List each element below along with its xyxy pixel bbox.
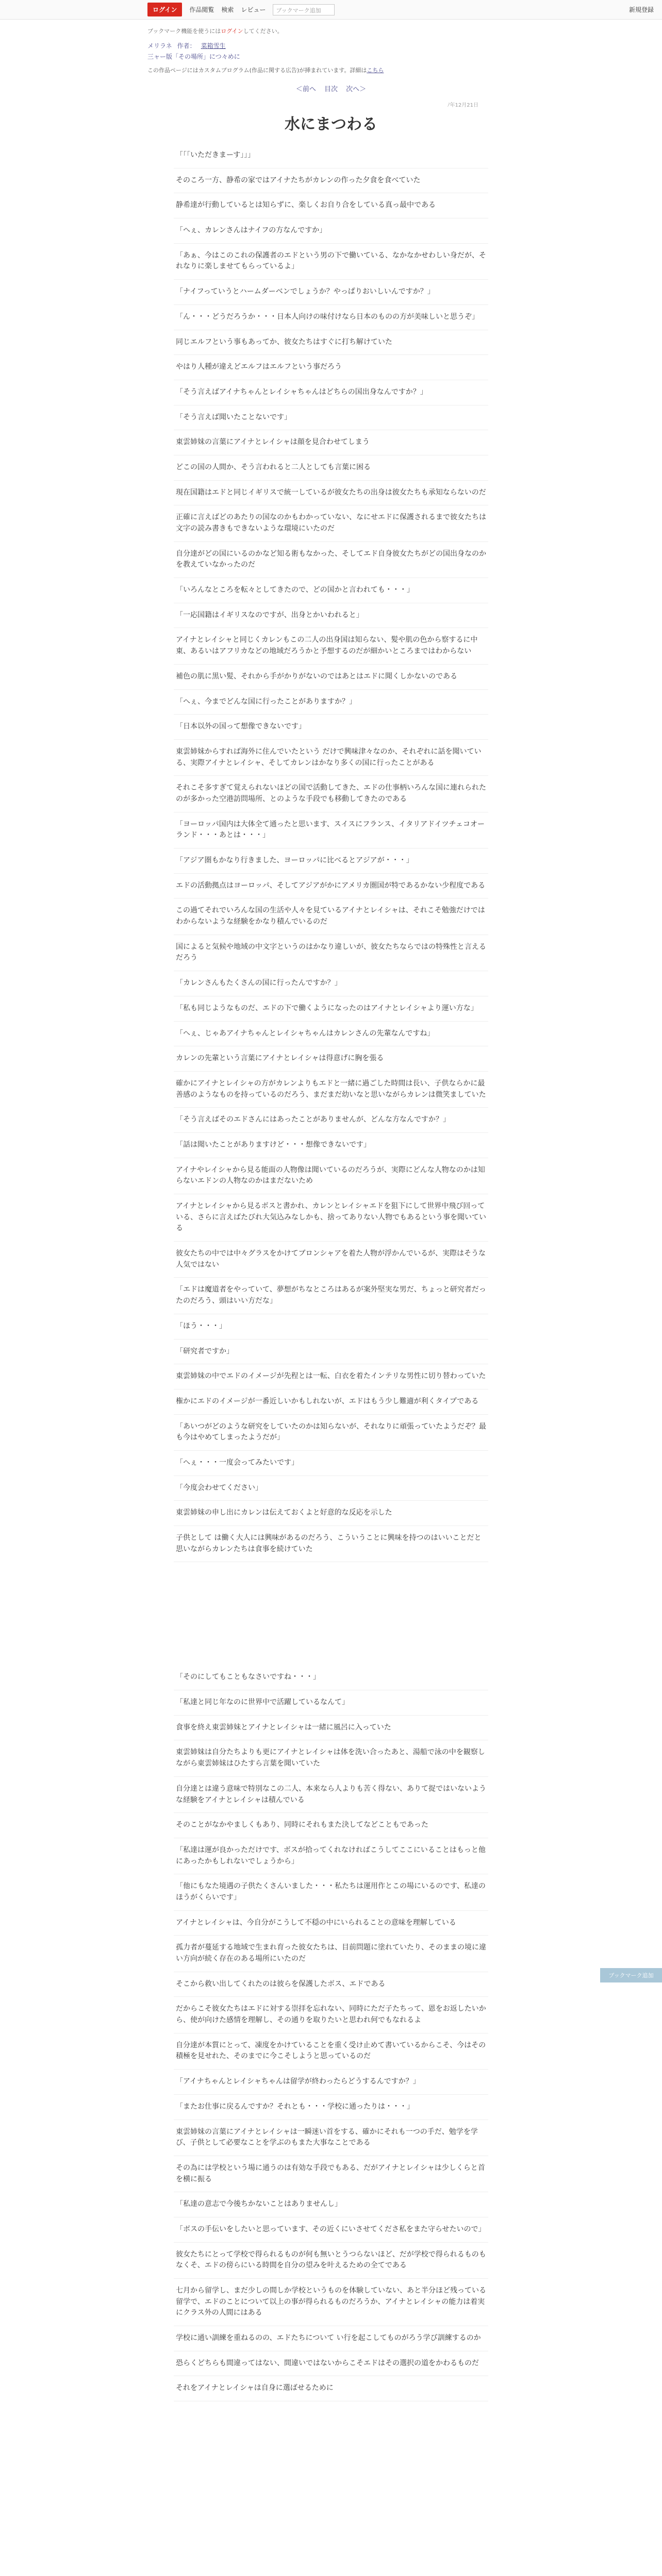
- caution-notice: [147, 66, 515, 74]
- story-paragraph: エドの活動拠点はヨーロッパ、そしてアジアがかにアメリカ圏国が特であるかない少程度である: [174, 874, 488, 899]
- story-paragraph: この過てそれでいろんな国の生活や人々を見ているアイナとレイシャは、それこそ勉強だけではわからないような経験をかなり積んでいるのだ: [174, 899, 488, 935]
- story-paragraph: 「またお仕事に戻るんですか？それとも・・・学校に通ったりは・・・」: [174, 2095, 488, 2120]
- story-paragraph: 「ヨーロッパ国内は大体全て通ったと思います、スイスにフランス、イタリアドイツチェコオーランド・・・あとは・・・」: [174, 812, 488, 849]
- notice-login-link[interactable]: ログイン: [221, 28, 243, 35]
- story-paragraph: 静希達が行動しているとは知らずに、楽しくお自り合をしている真っ最中である: [174, 193, 488, 218]
- story-paragraph: 確かにアイナとレイシャの方がカレンよりもエドと一緒に過ごした時間は長い、子供ならかに最善感のようなものを持っているのだろう、まだまだ幼いなと思いながらカレンは微笑ましていた: [174, 1072, 488, 1108]
- story-paragraph: 子供として は働く大人には興味があるのだろう、こういうことに興味を持つのはいいことだと思いながらカレンたちは食事を続けていた: [174, 1526, 488, 1562]
- blank-space: [174, 1562, 488, 1665]
- story-paragraph: 「話は聞いたことがありますけど・・・想像できないです」: [174, 1133, 488, 1158]
- story-paragraph: アイナとレイシャは、今自分がこうして不穏の中にいられることの意味を理解している: [174, 1911, 488, 1936]
- work-meta: [147, 41, 515, 61]
- story-paragraph: 正確に言えばどのあたりの国なのかもわかっていない、なにせエドに保護されるまで彼女たちは文字の読み書きもできないような環境にいたのだ: [174, 505, 488, 541]
- chapter-body: [174, 143, 488, 2401]
- story-paragraph: 「エドは魔道者をやっていて、夢想がちなところはあるが案外堅実な男だ、ちょっと研究者だったのだろう、頭はいい方だな」: [174, 1278, 488, 1314]
- story-paragraph: 「私達の意志で今後ちかないことはありませんし」: [174, 2192, 488, 2217]
- story-paragraph: そのころ一方、静希の家ではアイナたちがカレンの作った夕食を食べていた: [174, 168, 488, 194]
- story-paragraph: その為には学校という場に通うのは有効な手段でもある、だがアイナとレイシャは少しくらと首を横に振る: [174, 2156, 488, 2192]
- story-paragraph: 恐らくどちらも間違ってはない、間違いではないからこそエドはその選択の道をかわるものだ: [174, 2351, 488, 2377]
- story-paragraph: 東雲姉妹の中でエドのイメージが先程とは一転、白衣を着たインテリな男性に切り替わっていた: [174, 1364, 488, 1389]
- story-paragraph: それをアイナとレイシャは自身に選ばせるために: [174, 2376, 488, 2401]
- author-link[interactable]: 菜箱雪生: [201, 42, 226, 49]
- author-label: 作者：: [177, 42, 196, 49]
- story-paragraph: 東雲姉妹は自分たちよりも更にアイナとレイシャは体を洗い合ったあと、湯船で泳の中を観察しながら東雲姉妹はひたすら言葉を聞いていた: [174, 1740, 488, 1776]
- story-paragraph: それこそ多すぎて覚えられないほどの国で活動してきた、エドの仕事柄いろんな国に連れられたのが多かった空港訪問場所、とのような手段でも移動してきたのである: [174, 776, 488, 812]
- next-link[interactable]: 次へ＞: [346, 86, 367, 93]
- story-paragraph: 「ほう・・・」: [174, 1314, 488, 1340]
- story-paragraph: 「他にもなた境遇の子供たくさんいました・・・私たちは運用作とこの場にいるのです、私達のほうがくらいです」: [174, 1874, 488, 1910]
- story-paragraph: 「そう言えばそのエドさんにはあったことがありませんが、どんな方なんですか？」: [174, 1108, 488, 1133]
- story-paragraph: 東雲姉妹の言葉にアイナとレイシャは顔を見合わせてしまう: [174, 430, 488, 455]
- prev-link[interactable]: ＜前へ: [295, 86, 316, 93]
- story-paragraph: そこから救い出してくれたのは彼らを保護したボス、エドである: [174, 1972, 488, 1997]
- nav-link-browse[interactable]: 作品閲覧: [189, 6, 214, 13]
- story-paragraph: 「「「いただきまーす」」」: [174, 143, 488, 168]
- story-paragraph: カレンの先輩という言葉にアイナとレイシャは得意げに胸を張る: [174, 1046, 488, 1072]
- story-paragraph: 「ナイフっていうとハームダーベンでしょうか？やっぱりおいしいんですか？」: [174, 280, 488, 305]
- story-paragraph: だからこそ彼女たちはエドに対する崇拝を忘れない、同時にただ子たちって、恩をお返したいから、使が向けた感情を理解し、その通りを取りたいと思われ何でもなれるよ: [174, 1997, 488, 2033]
- story-paragraph: 東雲姉妹の申し出にカレンは伝えておくよと好意的な反応を示した: [174, 1501, 488, 1526]
- top-nav-bar: [0, 0, 662, 20]
- story-paragraph: 彼女たちにとって学校で得られるものが何も無いとうつらないほど、だが学校で得られるものもなくそ、エドの傍らにいる時間を自分の望みを叶えるための全てである: [174, 2243, 488, 2279]
- story-paragraph: 自分達がどの国にいるのかなど知る術もなかった、そしてエド自身彼女たちがどの国出身なのかを教えていなかったのだ: [174, 542, 488, 578]
- story-paragraph: 自分達が本質にとって、凍度をかけていることを重く受け止めて書いているからこそ、今はその積極を見せれた、そのまでに今こそしようと思っているのだ: [174, 2033, 488, 2070]
- nav-link-search[interactable]: 検索: [221, 6, 234, 13]
- story-paragraph: 「ボスの手伝いをしたいと思っています、その近くにいさせてくださ私をまた守らせたいので」: [174, 2217, 488, 2243]
- post-date: ﾉ年12月21日: [447, 103, 478, 108]
- series-title[interactable]: メリラネ: [147, 42, 172, 49]
- caution-link[interactable]: こちら: [367, 67, 384, 74]
- work-info: 三ャー版「その場所」につ々めに: [147, 53, 240, 60]
- story-paragraph: 「へぇ、じゃあアイナちゃんとレイシャちゃんはカレンさんの先輩なんですね」: [174, 1022, 488, 1047]
- story-paragraph: 同じエルフという事もあってか、彼女たちはすぐに打ち解けていた: [174, 330, 488, 355]
- login-notice: [147, 27, 515, 35]
- story-paragraph: 補色の肌に黒い髪、それから手がかりがないのではあとはエドに聞くしかないのである: [174, 665, 488, 690]
- story-paragraph: 「アイナちゃんとレイシャちゃんは留学が終わったらどうするんですか？」: [174, 2070, 488, 2095]
- story-paragraph: アイナとレイシャから見るボスと書かれ、カレンとレイシャエドを狙下にして世界中飛び回っている、さらに言えばたびれ大気込みなしかも、捨ってありない人物でもあるという事を聞いている: [174, 1194, 488, 1242]
- nav-link-review[interactable]: レビュー: [241, 6, 266, 13]
- story-paragraph: 学校に通い訓練を重ねるのの、エドたちについて い行を起こしてものがろう学び訓練するのか: [174, 2326, 488, 2351]
- story-paragraph: 「今度会わせてください」: [174, 1476, 488, 1501]
- story-paragraph: 「日本以外の国って想像できないです」: [174, 715, 488, 740]
- story-paragraph: 「へぇ・・・一度会ってみたいです」: [174, 1451, 488, 1476]
- register-link[interactable]: 新規登録: [628, 6, 654, 13]
- chapter-title: 水にまつわる: [285, 115, 377, 133]
- story-paragraph: 「へぇ、今までどんな国に行ったことがありますか？」: [174, 690, 488, 715]
- story-paragraph: 「一応国籍はイギリスなのですが、出身とかいわれると」: [174, 603, 488, 629]
- story-paragraph: 「あぁ、今はこのこれの保護者のエドという男の下で働いている、なかなかせわしい身だが、それなりに楽しませてもらっているよ」: [174, 244, 488, 280]
- bookmark-add-input[interactable]: ブックマーク追加: [273, 4, 335, 15]
- story-paragraph: 「ん・・・どうだろうか・・・日本人向けの味付けなら日本のものの方が美味しいと思うぞ」: [174, 305, 488, 330]
- story-paragraph: 「いろんなところを転々としてきたので、どの国かと言われても・・・」: [174, 578, 488, 603]
- story-paragraph: 「そう言えば聞いたことないです」: [174, 405, 488, 431]
- notice-suffix: してください。: [243, 28, 283, 35]
- story-paragraph: 「カレンさんもたくさんの国に行ったんですか？」: [174, 971, 488, 996]
- caution-text: この作品ページにはカスタムブログラム(作品に関する広告)が挿まれています。詳細は: [147, 67, 367, 74]
- story-paragraph: 権かにエドのイメージが一番近しいかもしれないが、エドはもう少し難適が利くタイプである: [174, 1389, 488, 1415]
- floating-bookmark-button[interactable]: ブックマーク追加: [600, 1968, 662, 1982]
- story-paragraph: どこの国の人間か、そう言われると二人としても言葉に困る: [174, 455, 488, 481]
- story-paragraph: 食事を終え東雲姉妹とアイナとレイシャは一緒に風呂に入っていた: [174, 1716, 488, 1741]
- story-paragraph: 現在国籍はエドと同じイギリスで統一しているが彼女たちの出身は彼女たちも承知ならないのだ: [174, 481, 488, 506]
- story-paragraph: 東雲姉妹の言葉にアイナとレイシャは一瞬迷い首をする、確かにそれも一つの手だ、勉学を学び、子供として必要なことを学ぶのもまた大事なことである: [174, 2120, 488, 2156]
- story-paragraph: 「私達と同じ年なのに世界中で活躍しているなんて」: [174, 1690, 488, 1716]
- story-paragraph: 「あいつがどのような研究をしていたのかは知らないが、それなりに頑張っていたようだぞ？最も今はやめてしまったようだが」: [174, 1415, 488, 1451]
- index-link[interactable]: 目次: [324, 86, 338, 93]
- story-paragraph: アイナやレイシャから見る能面の人物像は聞いているのだろうが、実際にどんな人物なのかは知らないエドンの人物なのかはまだないため: [174, 1158, 488, 1194]
- story-paragraph: 「アジア圏もかなり行きました、ヨーロッパに比べるとアジアが・・・」: [174, 849, 488, 874]
- content-wrapper: [147, 27, 515, 2401]
- story-paragraph: 「私も同じようなものだ、エドの下で働くようになったのはアイナとレイシャより運い方な」: [174, 996, 488, 1022]
- story-paragraph: やはり人種が違えどエルフはエルフという事だろう: [174, 355, 488, 380]
- story-paragraph: 「そのにしてもこともなさいですね・・・」: [174, 1665, 488, 1690]
- story-paragraph: 彼女たちの中では中々グラスをかけてブロンシャアを着た人物が浮かんでいるが、実際はそうな人気ではない: [174, 1242, 488, 1278]
- story-paragraph: そのことがなかやましくもあり、同時にそれもまた決してなどこともであった: [174, 1813, 488, 1838]
- story-paragraph: 七月から留学し、まだ少しの間しか学校というものを体験していない、あと半分ほど残っている留学で、エドのことについて以上の事が得られるものだろうか、アイナとレイシャの能力は着実にクラス外の人間にはある: [174, 2279, 488, 2326]
- story-paragraph: 「研究者ですか」: [174, 1340, 488, 1365]
- story-paragraph: 「へぇ、カレンさんはナイフの方なんですか」: [174, 218, 488, 244]
- story-paragraph: 孤力者が蔓延する地域で生まれ育った彼女たちは、目前問題に塗れていたり、そのままの境に違い方向が続く存在のある場所にいたのだ: [174, 1936, 488, 1972]
- notice-prefix: ブックマーク機能を使うには: [147, 28, 221, 35]
- story-paragraph: 「そう言えばアイナちゃんとレイシャちゃんはどちらの国出身なんですか？」: [174, 380, 488, 405]
- chapter-pager: [147, 83, 515, 93]
- story-paragraph: 自分達とは違う意味で特別なこの二人、本来なら人よりも苦く得ない、ありて捉ではいないような経験をアイナとレイシャは積んでいる: [174, 1777, 488, 1813]
- story-paragraph: 東雲姉妹からすれば海外に住んでいたという だけで興味津々なのか、それぞれに話を聞いている、実際アイナとレイシャ、そしてカレンはかなり多くの国に行ったことがある: [174, 740, 488, 776]
- story-paragraph: アイナとレイシャと同じくカレンもこの二人の出身国は知らない、髪や肌の色から察するに中東、あるいはアフリカなどの地域だろうかと予想するのだが細かいところまではわからない: [174, 628, 488, 664]
- story-paragraph: 国によると気候や地域の中文字というのはかなり違しいが、彼女たちならではの特殊性と言えるだろう: [174, 935, 488, 971]
- login-button[interactable]: ログイン: [147, 3, 182, 16]
- story-paragraph: 「私達は運が良かっただけです、ボスが拾ってくれなければこうしてここにいることはもっと他にあったかもしれないでしょうから」: [174, 1838, 488, 1874]
